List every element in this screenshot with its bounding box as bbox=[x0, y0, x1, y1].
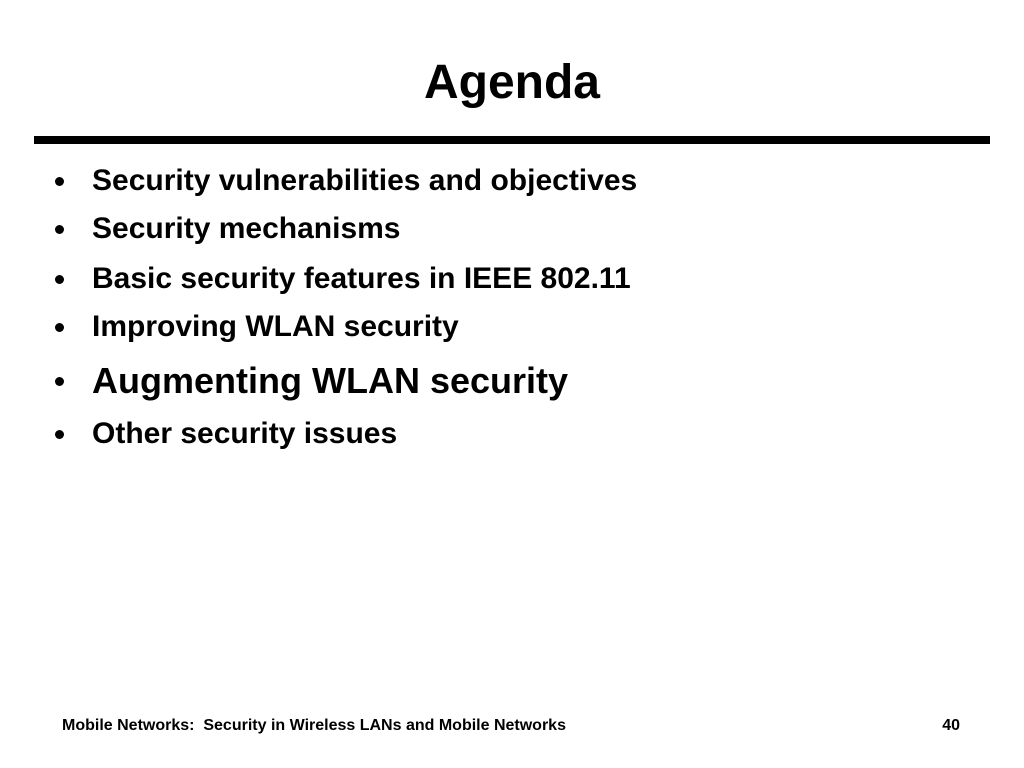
bullet-text: Other security issues bbox=[92, 417, 398, 450]
bullet-item-highlighted bbox=[55, 360, 568, 402]
bullet-dot-icon bbox=[55, 177, 64, 186]
bullet-item bbox=[55, 163, 637, 199]
page-number: 40 bbox=[942, 717, 960, 734]
bullet-dot-icon bbox=[55, 275, 64, 284]
bullet-dot-icon bbox=[55, 225, 64, 234]
bullet-text: Security mechanisms bbox=[92, 212, 401, 245]
bullet-item bbox=[55, 416, 397, 452]
slide-title: Agenda bbox=[423, 56, 600, 109]
bullet-text: Improving WLAN security bbox=[92, 310, 459, 343]
bullet-text: Basic security features in IEEE 802.11 bbox=[92, 262, 631, 295]
bullet-item bbox=[55, 211, 400, 247]
bullet-text: Augmenting WLAN security bbox=[92, 360, 569, 401]
bullet-dot-icon bbox=[55, 430, 64, 439]
footer-text: Mobile Networks: Security in Wireless LANs and Mobile Networks bbox=[62, 717, 566, 734]
title-divider bbox=[34, 136, 990, 144]
bullet-item bbox=[55, 261, 631, 297]
bullet-item bbox=[55, 309, 459, 345]
bullet-dot-icon bbox=[55, 323, 64, 332]
bullet-dot-icon bbox=[55, 377, 64, 386]
bullet-text: Security vulnerabilities and objectives bbox=[92, 164, 638, 197]
